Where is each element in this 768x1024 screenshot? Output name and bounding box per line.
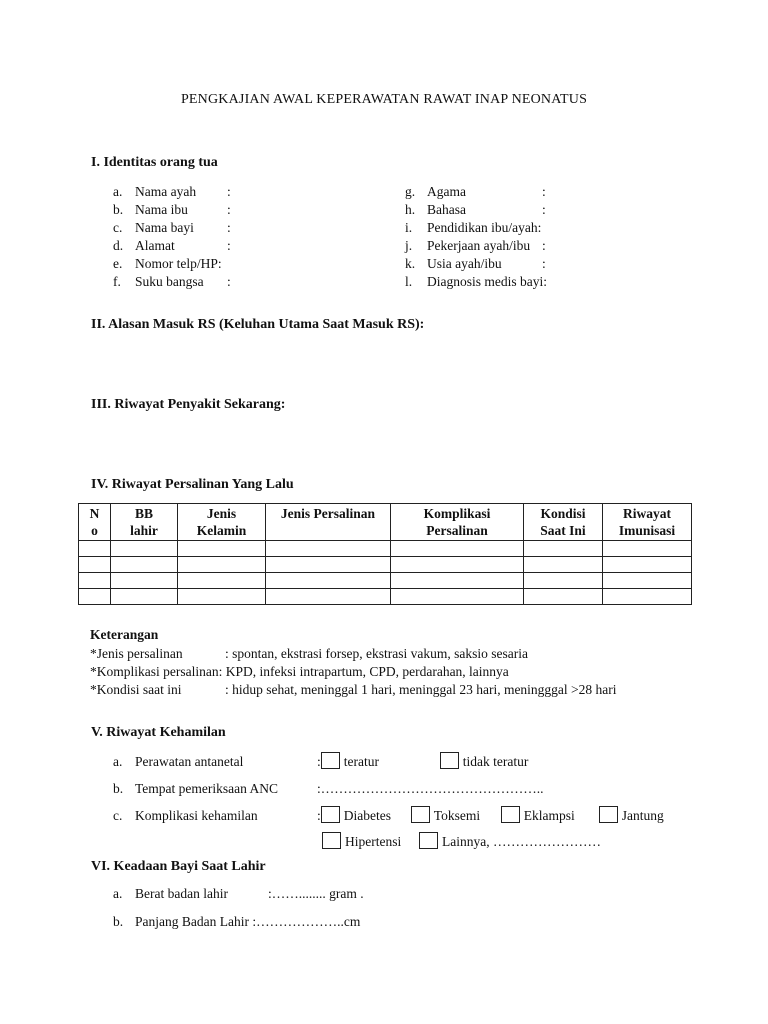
identitas-item-bahasa: h. Bahasa : [405, 202, 546, 217]
keterangan-list [90, 645, 617, 699]
teratur-checkbox[interactable] [321, 752, 340, 769]
col-header-komplikasi: Komplikasi Persalinan [391, 504, 524, 541]
keterangan-heading: Keterangan [90, 627, 159, 642]
identitas-item-ayah: a. Nama ayah : [113, 184, 231, 199]
keterangan-jenis-persalinan: *Jenis persalinan : spontan, ekstrasi forsep, ekstrasi vakum, saksio sesaria [90, 646, 528, 661]
section-riwayat-kehamilan: V. Riwayat Kehamilan [91, 725, 226, 740]
col-header-jenis-kelamin: Jenis Kelamin [178, 504, 266, 541]
keterangan-komplikasi: *Komplikasi persalinan: KPD, infeksi intrapartum, CPD, perdarahan, lainnya [90, 664, 509, 679]
identitas-item-telp: e. Nomor telp/HP: [113, 256, 222, 271]
col-header-jenis-persalinan: Jenis Persalinan [266, 504, 391, 541]
eklampsi-checkbox[interactable] [501, 806, 520, 823]
hipertensi-checkbox[interactable] [322, 832, 341, 849]
toksemi-checkbox[interactable] [411, 806, 430, 823]
bayi-item-panjang: b. Panjang Badan Lahir :………………..cm [113, 914, 361, 929]
section-riwayat-penyakit: III. Riwayat Penyakit Sekarang: [91, 397, 286, 412]
diabetes-checkbox[interactable] [321, 806, 340, 823]
table-row [79, 573, 692, 589]
col-header-bb-lahir: BB lahir [111, 504, 178, 541]
jantung-checkbox[interactable] [599, 806, 618, 823]
identitas-item-agama: g. Agama : [405, 184, 546, 199]
table-header-row [79, 504, 692, 541]
col-header-kondisi: Kondisi Saat Ini [524, 504, 603, 541]
keterangan-kondisi: *Kondisi saat ini : hidup sehat, meninggal 1 hari, meninggal 23 hari, meningggal >28 hari [90, 682, 617, 697]
kehamilan-komplikasi-row2: Hipertensi Lainnya, …………………… [322, 832, 601, 850]
table-row [79, 589, 692, 605]
col-header-no: N o [79, 504, 111, 541]
section-riwayat-persalinan: IV. Riwayat Persalinan Yang Lalu [91, 477, 294, 492]
identitas-right-list [405, 183, 546, 291]
lainnya-checkbox[interactable] [419, 832, 438, 849]
identitas-item-ibu: b. Nama ibu : [113, 202, 231, 217]
identitas-item-pekerjaan: j. Pekerjaan ayah/ibu : [405, 238, 546, 253]
identitas-item-alamat: d. Alamat : [113, 238, 231, 253]
section-alasan-masuk: II. Alasan Masuk RS (Keluhan Utama Saat Masuk RS): [91, 317, 425, 332]
section-identitas: I. Identitas orang tua [91, 155, 218, 170]
bayi-item-berat: a. Berat badan lahir :……........ gram . [113, 886, 364, 901]
section-keadaan-bayi: VI. Keadaan Bayi Saat Lahir [91, 859, 266, 874]
identitas-left-list [113, 183, 231, 291]
identitas-item-pendidikan: i. Pendidikan ibu/ayah: [405, 220, 542, 235]
identitas-item-bayi: c. Nama bayi : [113, 220, 231, 235]
table-row [79, 541, 692, 557]
kehamilan-item-tempat-anc: b. Tempat pemeriksaan ANC :………………………………………….. [113, 781, 544, 796]
tidak-teratur-checkbox[interactable] [440, 752, 459, 769]
identitas-item-diagnosis: l. Diagnosis medis bayi: [405, 274, 547, 289]
identitas-item-suku: f. Suku bangsa : [113, 274, 231, 289]
col-header-imunisasi: Riwayat Imunisasi [603, 504, 692, 541]
riwayat-persalinan-table [78, 503, 692, 605]
page-title: PENGKAJIAN AWAL KEPERAWATAN RAWAT INAP NEONATUS [180, 92, 588, 107]
kehamilan-item-komplikasi: c. Komplikasi kehamilan : Diabetes Toksemi Eklampsi Jantung [113, 808, 664, 823]
kehamilan-item-perawatan: a. Perawatan antanetal : teratur tidak teratur [113, 754, 529, 769]
identitas-item-usia: k. Usia ayah/ibu : [405, 256, 546, 271]
table-row [79, 557, 692, 573]
